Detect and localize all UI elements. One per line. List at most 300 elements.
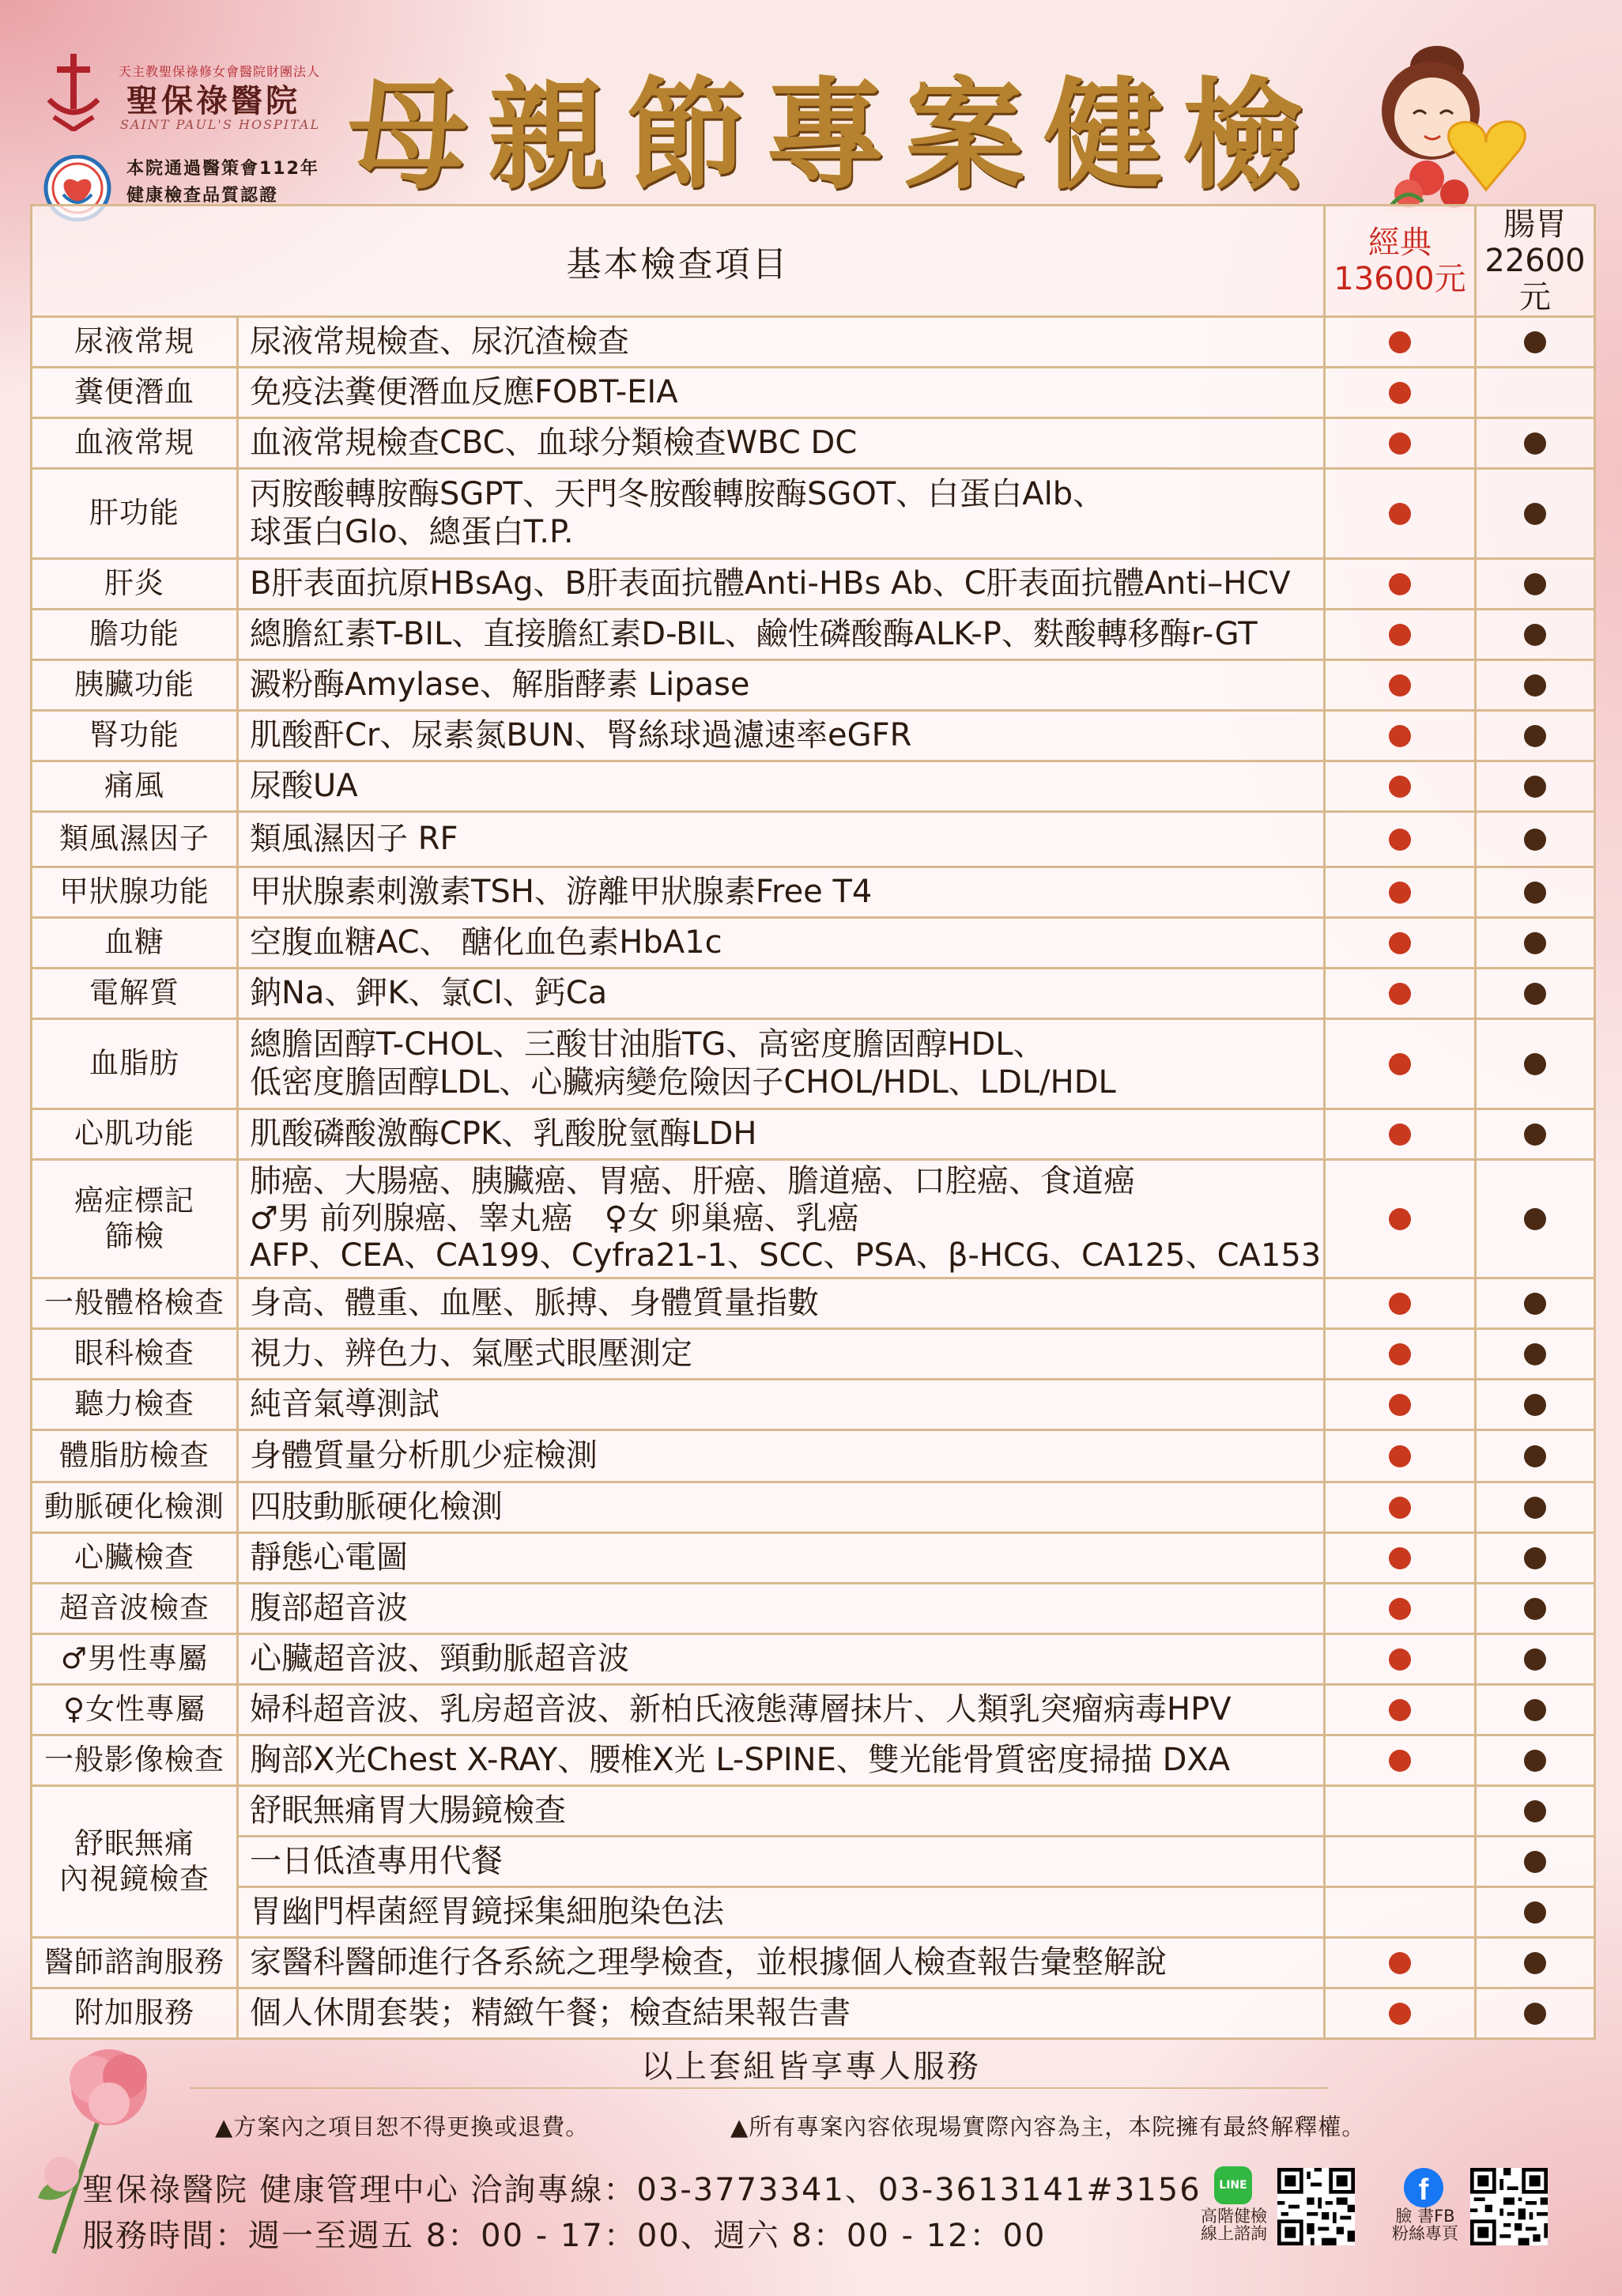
classic-included — [1325, 1160, 1476, 1278]
line-qr-label-line1: 高階健檢 — [1201, 2207, 1267, 2226]
classic-included-dot — [1389, 932, 1411, 954]
row-category — [32, 761, 238, 812]
table-row — [32, 812, 1595, 867]
classic-included — [1325, 1329, 1476, 1380]
fb-qr-label-line2: 粉絲專頁 — [1392, 2224, 1458, 2244]
row-category — [32, 812, 238, 867]
gut-included-dot — [1524, 1598, 1546, 1620]
classic-included — [1325, 1019, 1476, 1109]
table-row — [32, 711, 1595, 761]
classic-included — [1325, 317, 1476, 368]
row-category-line: 眼科檢查 — [74, 1336, 194, 1371]
classic-included-dot — [1389, 1699, 1411, 1721]
classic-included-dot — [1389, 829, 1411, 851]
classic-included — [1325, 418, 1476, 469]
row-description — [238, 812, 1325, 867]
gut-included — [1476, 812, 1595, 867]
row-category — [32, 1634, 238, 1685]
classic-included — [1325, 559, 1476, 610]
row-category-line: 超音波檢查 — [59, 1591, 209, 1626]
row-description-line: 胸部X光Chest X-RAY、腰椎X光 L-SPINE、雙光能骨質密度掃描 DXA — [250, 1741, 1231, 1778]
row-description — [238, 1109, 1325, 1160]
gut-included-dot — [1524, 1497, 1546, 1519]
page-title: 母親節專案健檢 — [348, 64, 1322, 206]
row-category-line: 一般影像檢查 — [44, 1743, 224, 1777]
package-classic-price: 13600元 — [1333, 261, 1466, 297]
row-description-line: 四肢動脈硬化檢測 — [250, 1488, 503, 1525]
table-row — [32, 469, 1595, 559]
row-category-line: 痛風 — [104, 768, 164, 803]
gut-included-dot — [1524, 573, 1546, 595]
gut-included — [1476, 969, 1595, 1019]
row-description-line: 家醫科醫師進行各系統之理學檢查，並根據個人檢查報告彙整解說 — [250, 1943, 1167, 1981]
classic-included-dot — [1389, 882, 1411, 904]
classic-included-dot — [1389, 1648, 1411, 1671]
gut-included — [1476, 1278, 1595, 1329]
gut-included-dot — [1524, 1952, 1546, 1974]
row-description-line: 肌酸酐Cr、尿素氮BUN、腎絲球過濾速率eGFR — [250, 716, 912, 753]
classic-included-dot — [1389, 1445, 1411, 1467]
row-description-line: 婦科超音波、乳房超音波、新柏氏液態薄層抹片、人類乳突瘤病毒HPV — [250, 1690, 1232, 1728]
row-category-line: 心臟檢查 — [74, 1540, 194, 1575]
classic-included-dot — [1389, 1123, 1411, 1146]
row-category-line: 肝功能 — [89, 496, 179, 531]
terms-no-refund: ▲方案內之項目恕不得更換或退費。 — [215, 2113, 590, 2140]
row-description-line: 肺癌、大腸癌、胰臟癌、胃癌、肝癌、膽道癌、口腔癌、食道癌 — [250, 1162, 1135, 1199]
row-category-line: 癌症標記 — [74, 1184, 194, 1218]
row-description — [238, 368, 1325, 418]
row-category — [32, 368, 238, 418]
row-description-line: 甲狀腺素刺激素TSH、游離甲狀腺素Free T4 — [250, 873, 873, 910]
table-row — [32, 1837, 1595, 1887]
table-row — [32, 1634, 1595, 1685]
table-row — [32, 1988, 1595, 2039]
row-description-line: 尿酸UA — [250, 767, 358, 804]
row-description — [238, 867, 1325, 918]
classic-included-dot — [1389, 1208, 1411, 1230]
classic-included — [1325, 1533, 1476, 1584]
row-category — [32, 418, 238, 469]
classic-included-dot — [1389, 1343, 1411, 1365]
classic-included — [1325, 812, 1476, 867]
classic-included-dot — [1389, 2003, 1411, 2025]
row-category — [32, 660, 238, 711]
gut-included-dot — [1524, 1445, 1546, 1467]
row-category — [32, 1482, 238, 1533]
line-qr-label — [1190, 2207, 1277, 2242]
row-description-line: 丙胺酸轉胺酶SGPT、天門冬胺酸轉胺酶SGOT、白蛋白Alb、 — [250, 476, 1105, 513]
table-row — [32, 1109, 1595, 1160]
gut-included-dot — [1524, 1343, 1546, 1365]
gut-included-dot — [1524, 1699, 1546, 1721]
row-category-line: 動脈硬化檢測 — [44, 1490, 224, 1524]
table-row — [32, 1685, 1595, 1735]
row-category — [32, 1533, 238, 1584]
line-qr-label-line2: 線上諮詢 — [1201, 2224, 1267, 2244]
row-category — [32, 559, 238, 610]
gut-included-dot — [1524, 331, 1546, 353]
gut-included — [1476, 1786, 1595, 1837]
row-description — [238, 1019, 1325, 1109]
row-category — [32, 1278, 238, 1329]
row-description-line: 總膽紅素T-BIL、直接膽紅素D-BIL、鹼性磷酸酶ALK-P、麩酸轉移酶r-GT — [250, 615, 1258, 652]
table-row — [32, 1329, 1595, 1380]
facebook-qr-code-icon[interactable] — [1470, 2168, 1548, 2245]
service-hours: 服務時間：週一至週五 8：00 - 17：00、週六 8：00 - 12：00 — [82, 2218, 1047, 2254]
row-description-line: 身高、體重、血壓、脈搏、身體質量指數 — [250, 1284, 819, 1321]
row-category-line: 醫師諮詢服務 — [44, 1945, 224, 1980]
table-row — [32, 1380, 1595, 1430]
gut-included-dot — [1524, 1123, 1546, 1146]
row-description-line: 澱粉酶Amylase、解脂酵素 Lipase — [250, 666, 750, 703]
gut-included — [1476, 1533, 1595, 1584]
gut-included — [1476, 1735, 1595, 1786]
row-category — [32, 969, 238, 1019]
row-category-line: 膽功能 — [89, 617, 179, 651]
classic-included-dot — [1389, 331, 1411, 353]
package-classic-header — [1325, 206, 1476, 317]
row-category — [32, 1329, 238, 1380]
row-category-line: 附加服務 — [74, 1996, 194, 2030]
row-description — [238, 1584, 1325, 1634]
footer-divider — [190, 2087, 1328, 2089]
gut-included-dot — [1524, 674, 1546, 697]
row-description — [238, 1634, 1325, 1685]
row-category — [32, 317, 238, 368]
row-description-line: 鈉Na、鉀K、氯Cl、鈣Ca — [250, 974, 608, 1011]
contact-hotline: 聖保祿醫院 健康管理中心 洽詢專線：03-3773341、03-3613141#3156 — [82, 2172, 1201, 2208]
row-category — [32, 1685, 238, 1735]
row-description-line: 肌酸磷酸激酶CPK、乳酸脫氫酶LDH — [250, 1115, 757, 1152]
row-description — [238, 1430, 1325, 1482]
hospital-cross-logo-icon — [46, 52, 101, 131]
row-category-line: 體脂肪檢查 — [59, 1438, 209, 1473]
gut-included — [1476, 918, 1595, 969]
gut-included-dot — [1524, 1053, 1546, 1075]
row-category-line: ♂男性專屬 — [60, 1641, 209, 1676]
table-row — [32, 1533, 1595, 1584]
row-description — [238, 317, 1325, 368]
row-description — [238, 711, 1325, 761]
table-row — [32, 559, 1595, 610]
gut-included — [1476, 1109, 1595, 1160]
classic-included — [1325, 1109, 1476, 1160]
classic-included-dot — [1389, 1952, 1411, 1974]
gut-included-dot — [1524, 983, 1546, 1005]
classic-included — [1325, 1988, 1476, 2039]
row-description — [238, 418, 1325, 469]
facebook-icon[interactable]: f — [1404, 2168, 1443, 2207]
classic-included-dot — [1389, 624, 1411, 646]
table-row — [32, 418, 1595, 469]
classic-included-dot — [1389, 1394, 1411, 1416]
classic-included — [1325, 969, 1476, 1019]
classic-included — [1325, 1380, 1476, 1430]
row-description-line: 心臟超音波、頸動脈超音波 — [250, 1640, 629, 1677]
gut-included — [1476, 1329, 1595, 1380]
table-row — [32, 918, 1595, 969]
gut-included — [1476, 1019, 1595, 1109]
terms-final-interpretation: ▲所有專案內容依現場實際內容為主，本院擁有最終解釋權。 — [730, 2113, 1366, 2140]
hospital-english-name: SAINT PAUL'S HOSPITAL — [120, 117, 321, 132]
gut-included — [1476, 559, 1595, 610]
row-description-line: ♂男 前列腺癌、睾丸癌 ♀女 卵巢癌、乳癌 — [250, 1199, 859, 1237]
table-row — [32, 1019, 1595, 1109]
gut-included-dot — [1524, 1394, 1546, 1416]
row-category-line: 舒眠無痛 — [74, 1826, 194, 1861]
row-category-line: 血液常規 — [74, 425, 194, 460]
gut-included — [1476, 418, 1595, 469]
fb-qr-label — [1382, 2207, 1469, 2242]
classic-included — [1325, 610, 1476, 660]
row-category — [32, 1938, 238, 1988]
row-category — [32, 1786, 238, 1938]
gut-included-dot — [1524, 1851, 1546, 1873]
row-category — [32, 1380, 238, 1430]
classic-included — [1325, 867, 1476, 918]
gut-included — [1476, 1634, 1595, 1685]
mother-and-flowers-illustration-icon — [1336, 32, 1597, 213]
row-description — [238, 1938, 1325, 1988]
table-row — [32, 660, 1595, 711]
row-category-line: 腎功能 — [89, 718, 179, 753]
gut-included-dot — [1524, 1293, 1546, 1315]
table-row — [32, 1430, 1595, 1482]
table-row — [32, 1887, 1595, 1938]
gut-included-dot — [1524, 932, 1546, 954]
row-description-line: 靜態心電圖 — [250, 1539, 408, 1576]
package-gut-name: 腸胃 — [1503, 206, 1567, 243]
classic-included — [1325, 1634, 1476, 1685]
package-classic-name: 經典 — [1368, 225, 1432, 261]
row-category — [32, 1109, 238, 1160]
row-category-line: ♀女性專屬 — [62, 1692, 206, 1727]
row-description — [238, 1735, 1325, 1786]
table-row — [32, 969, 1595, 1019]
classic-included — [1325, 1430, 1476, 1482]
row-category-line: 心肌功能 — [74, 1116, 194, 1151]
fb-qr-label-line1: 臉 書FB — [1395, 2207, 1455, 2226]
row-description: 舒眠無痛胃大腸鏡檢查 — [238, 1786, 1325, 1837]
row-category — [32, 867, 238, 918]
gut-included-dot — [1524, 1901, 1546, 1924]
classic-included — [1325, 761, 1476, 812]
gut-included — [1476, 1584, 1595, 1634]
gut-included-dot — [1524, 2003, 1546, 2025]
line-app-icon[interactable]: LINE — [1214, 2166, 1252, 2204]
table-row — [32, 1482, 1595, 1533]
package-gut-header — [1476, 206, 1595, 317]
gut-included — [1476, 368, 1595, 418]
row-description-line: 視力、辨色力、氣壓式眼壓測定 — [250, 1335, 692, 1372]
gut-included-dot — [1524, 776, 1546, 798]
row-category-line: 血脂肪 — [89, 1046, 179, 1081]
row-description — [238, 610, 1325, 660]
row-description-line: B肝表面抗原HBsAg、B肝表面抗體Anti-HBs Ab、C肝表面抗體Anti–HCV — [250, 565, 1291, 602]
exam-table — [30, 204, 1594, 2040]
row-description-line: 總膽固醇T-CHOL、三酸甘油脂TG、高密度膽固醇HDL、 — [250, 1026, 1045, 1063]
gut-included — [1476, 469, 1595, 559]
classic-included-dot — [1389, 1598, 1411, 1620]
table-row — [32, 1938, 1595, 1988]
row-category-line: 糞便潛血 — [74, 375, 194, 410]
row-description — [238, 1988, 1325, 2039]
classic-included — [1325, 368, 1476, 418]
classic-included — [1325, 1735, 1476, 1786]
row-description — [238, 660, 1325, 711]
classic-included-dot — [1389, 776, 1411, 798]
gut-included — [1476, 1430, 1595, 1482]
gut-included — [1476, 1482, 1595, 1533]
row-category-line: 類風濕因子 — [59, 821, 209, 856]
gut-included — [1476, 1988, 1595, 2039]
gut-included — [1476, 1887, 1595, 1938]
classic-included-dot — [1389, 1497, 1411, 1519]
row-description — [238, 1160, 1325, 1278]
classic-included — [1325, 1786, 1476, 1837]
gut-included — [1476, 761, 1595, 812]
row-description-line: 尿液常規檢查、尿沉渣檢查 — [250, 323, 629, 360]
row-description-line: 個人休閒套裝；精緻午餐；檢查結果報告書 — [250, 1994, 851, 2031]
package-gut-price: 22600元 — [1484, 243, 1586, 315]
gut-included-dot — [1524, 1208, 1546, 1230]
classic-included — [1325, 918, 1476, 969]
row-description — [238, 1482, 1325, 1533]
carnation-flower-icon — [30, 2024, 188, 2261]
row-category-line: 內視鏡檢查 — [59, 1861, 209, 1896]
row-category — [32, 711, 238, 761]
classic-included-dot — [1389, 983, 1411, 1005]
table-row — [32, 761, 1595, 812]
gut-included-dot — [1524, 1750, 1546, 1772]
table-row — [32, 317, 1595, 368]
row-description — [238, 469, 1325, 559]
row-description — [238, 1329, 1325, 1380]
gut-included — [1476, 1685, 1595, 1735]
row-category-line: 甲狀腺功能 — [59, 874, 209, 909]
certification-text-line2: 健康檢查品質認證 — [126, 186, 279, 206]
classic-included-dot — [1389, 503, 1411, 525]
row-category-line: 電解質 — [89, 976, 179, 1010]
hospital-foundation-text: 天主教聖保祿修女會醫院財團法人 — [119, 64, 321, 79]
gut-included — [1476, 1380, 1595, 1430]
certification-text-line1: 本院通過醫策會112年 — [126, 159, 319, 179]
gut-included — [1476, 867, 1595, 918]
row-description-line: 球蛋白Glo、總蛋白T.P. — [250, 513, 574, 550]
gut-included — [1476, 660, 1595, 711]
table-row — [32, 610, 1595, 660]
gut-included — [1476, 711, 1595, 761]
gut-included-dot — [1524, 624, 1546, 646]
classic-included — [1325, 1278, 1476, 1329]
table-row — [32, 1584, 1595, 1634]
classic-included-dot — [1389, 573, 1411, 595]
row-category-line: 聽力檢查 — [74, 1387, 194, 1422]
gut-included-dot — [1524, 829, 1546, 851]
gut-included-dot — [1524, 503, 1546, 525]
row-category — [32, 1430, 238, 1482]
classic-included — [1325, 711, 1476, 761]
row-category — [32, 1160, 238, 1278]
row-description — [238, 1278, 1325, 1329]
classic-included-dot — [1389, 674, 1411, 697]
row-description — [238, 761, 1325, 812]
classic-included-dot — [1389, 1547, 1411, 1569]
row-description-line: 空腹血糖AC、 醣化血色素HbA1c — [250, 923, 722, 961]
classic-included — [1325, 1584, 1476, 1634]
classic-included — [1325, 1938, 1476, 1988]
row-description — [238, 969, 1325, 1019]
row-description-line: 血液常規檢查CBC、血球分類檢查WBC DC — [250, 424, 858, 461]
classic-included — [1325, 1685, 1476, 1735]
table-row — [32, 1786, 1595, 1837]
row-description — [238, 1533, 1325, 1584]
row-category-line: 篩檢 — [104, 1218, 164, 1253]
row-category-line: 尿液常規 — [74, 324, 194, 359]
row-category-line: 胰臟功能 — [74, 667, 194, 702]
row-description — [238, 559, 1325, 610]
row-description-line: 腹部超音波 — [250, 1589, 408, 1626]
table-row — [32, 1160, 1595, 1278]
gut-included-dot — [1524, 1800, 1546, 1822]
classic-included-dot — [1389, 432, 1411, 455]
row-description: 胃幽門桿菌經胃鏡採集細胞染色法 — [238, 1887, 1325, 1938]
row-category — [32, 1019, 238, 1109]
gut-included — [1476, 1160, 1595, 1278]
classic-included-dot — [1389, 1053, 1411, 1075]
gut-included-dot — [1524, 882, 1546, 904]
classic-included — [1325, 1887, 1476, 1938]
row-category — [32, 1735, 238, 1786]
classic-included — [1325, 1837, 1476, 1887]
row-description — [238, 1380, 1325, 1430]
classic-included — [1325, 660, 1476, 711]
table-heading: 基本檢查項目 — [32, 206, 1325, 317]
row-category — [32, 469, 238, 559]
row-description-line: AFP、CEA、CA199、Cyfra21-1、SCC、PSA、β-HCG、CA125、CA153 — [250, 1237, 1322, 1275]
row-category — [32, 1584, 238, 1634]
classic-included-dot — [1389, 1293, 1411, 1315]
row-description — [238, 1685, 1325, 1735]
table-row — [32, 867, 1595, 918]
gut-included-dot — [1524, 1547, 1546, 1569]
gut-included — [1476, 610, 1595, 660]
hospital-name: 聖保祿醫院 — [126, 82, 300, 119]
gut-included — [1476, 1938, 1595, 1988]
gut-included — [1476, 1837, 1595, 1887]
row-category — [32, 610, 238, 660]
row-description-line: 免疫法糞便潛血反應FOBT-EIA — [250, 373, 678, 410]
service-note: 以上套組皆享專人服務 — [641, 2049, 981, 2085]
row-description: 一日低渣專用代餐 — [238, 1837, 1325, 1887]
row-description-line: 低密度膽固醇LDL、心臟病變危險因子CHOL/HDL、LDL/HDL — [250, 1063, 1116, 1101]
row-category — [32, 918, 238, 969]
line-qr-code-icon[interactable] — [1277, 2168, 1355, 2245]
classic-included-dot — [1389, 1750, 1411, 1772]
row-category-line: 一般體格檢查 — [44, 1286, 224, 1320]
table-row — [32, 1278, 1595, 1329]
row-category-line: 血糖 — [104, 925, 164, 960]
gut-included-dot — [1524, 1648, 1546, 1671]
gut-included-dot — [1524, 432, 1546, 455]
row-description-line: 身體質量分析肌少症檢測 — [250, 1437, 598, 1474]
row-category-line: 肝炎 — [104, 566, 164, 601]
classic-included-dot — [1389, 382, 1411, 404]
row-description-line: 純音氣導測試 — [250, 1385, 439, 1422]
classic-included — [1325, 469, 1476, 559]
gut-included — [1476, 317, 1595, 368]
classic-included — [1325, 1482, 1476, 1533]
